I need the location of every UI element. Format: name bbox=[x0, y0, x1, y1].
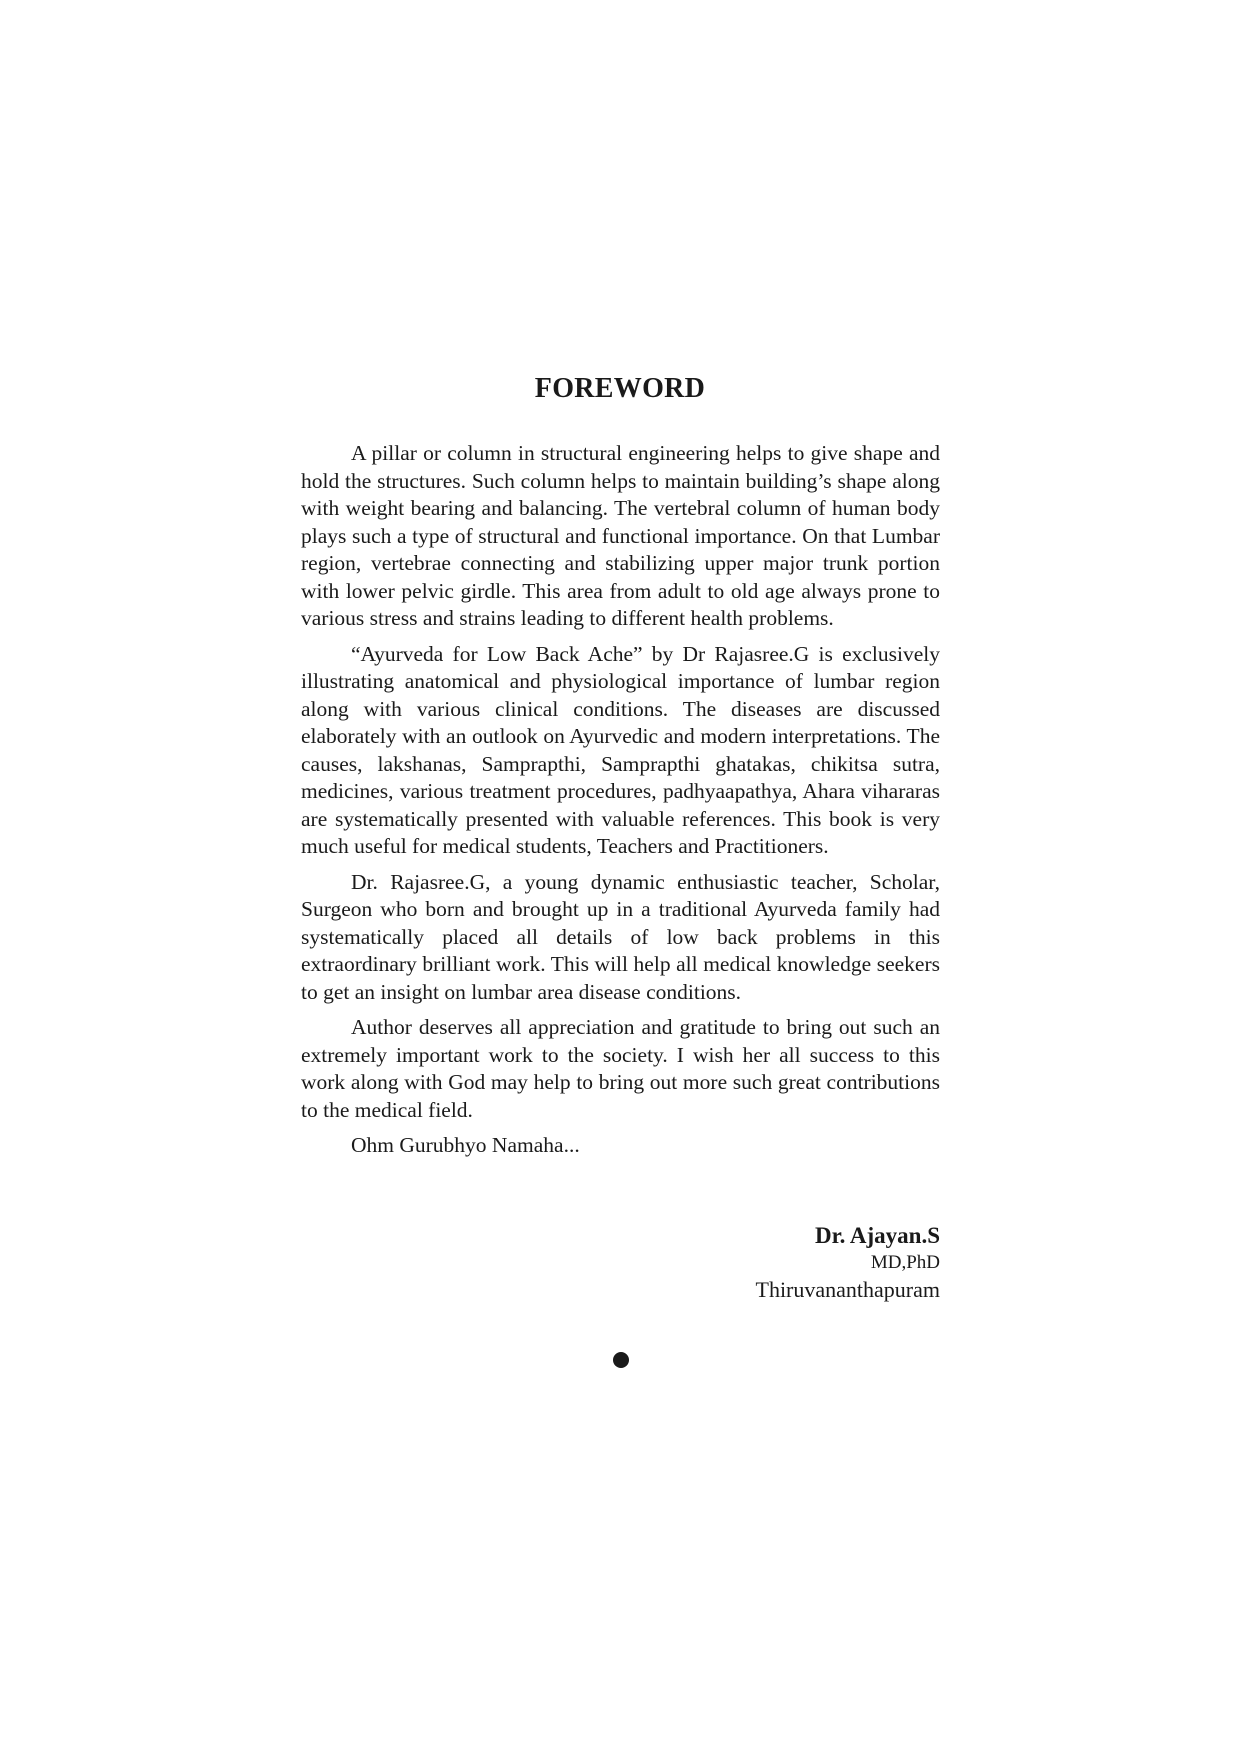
bullet-icon bbox=[613, 1352, 629, 1368]
closing-line: Ohm Gurubhyo Namaha... bbox=[351, 1133, 580, 1157]
paragraph-4: Author deserves all appreciation and gratitude to bring out such an extremely important work to the society. I wish her all success to this work along with God may help to bring out more such great contributions to the medical field. bbox=[301, 1015, 940, 1122]
page-title: FOREWORD bbox=[534, 373, 706, 404]
signature-block bbox=[301, 1222, 940, 1304]
signature-name: Dr. Ajayan.S bbox=[814, 1223, 940, 1248]
signature-degree: MD,PhD bbox=[870, 1252, 940, 1273]
foreword-body bbox=[301, 440, 940, 1168]
paragraph-2: “Ayurveda for Low Back Ache” by Dr Rajasree.G is exclusively illustrating anatomical and physiological importance of lumbar region along with various clinical conditions. The diseases are discussed elaborately with an outlook on Ayurvedic and modern interpretations. The causes, lakshanas, Samprapthi, Samprapthi ghatakas, chikitsa sutra, medicines, various treatment procedures, padhyaapathya, Ahara vihararas are systematically presented with valuable references. This book is very much useful for medical students, Teachers and Practitioners. bbox=[301, 641, 940, 858]
paragraph-1: A pillar or column in structural engineering helps to give shape and hold the structures. Such column helps to maintain building’s shape along with weight bearing and balancing. The vertebral column of human body plays such a type of structural and functional importance. On that Lumbar region, vertebrae connecting and stabilizing upper major trunk portion with lower pelvic girdle. This area from adult to old age always prone to various stress and strains leading to different health problems. bbox=[301, 441, 940, 630]
paragraph-3: Dr. Rajasree.G, a young dynamic enthusiastic teacher, Scholar, Surgeon who born and brought up in a traditional Ayurveda family had systematically placed all details of low back problems in this extraordinary brilliant work. This will help all medical knowledge seekers to get an insight on lumbar area disease conditions. bbox=[301, 869, 940, 1004]
signature-place: Thiruvananthapuram bbox=[755, 1277, 940, 1302]
